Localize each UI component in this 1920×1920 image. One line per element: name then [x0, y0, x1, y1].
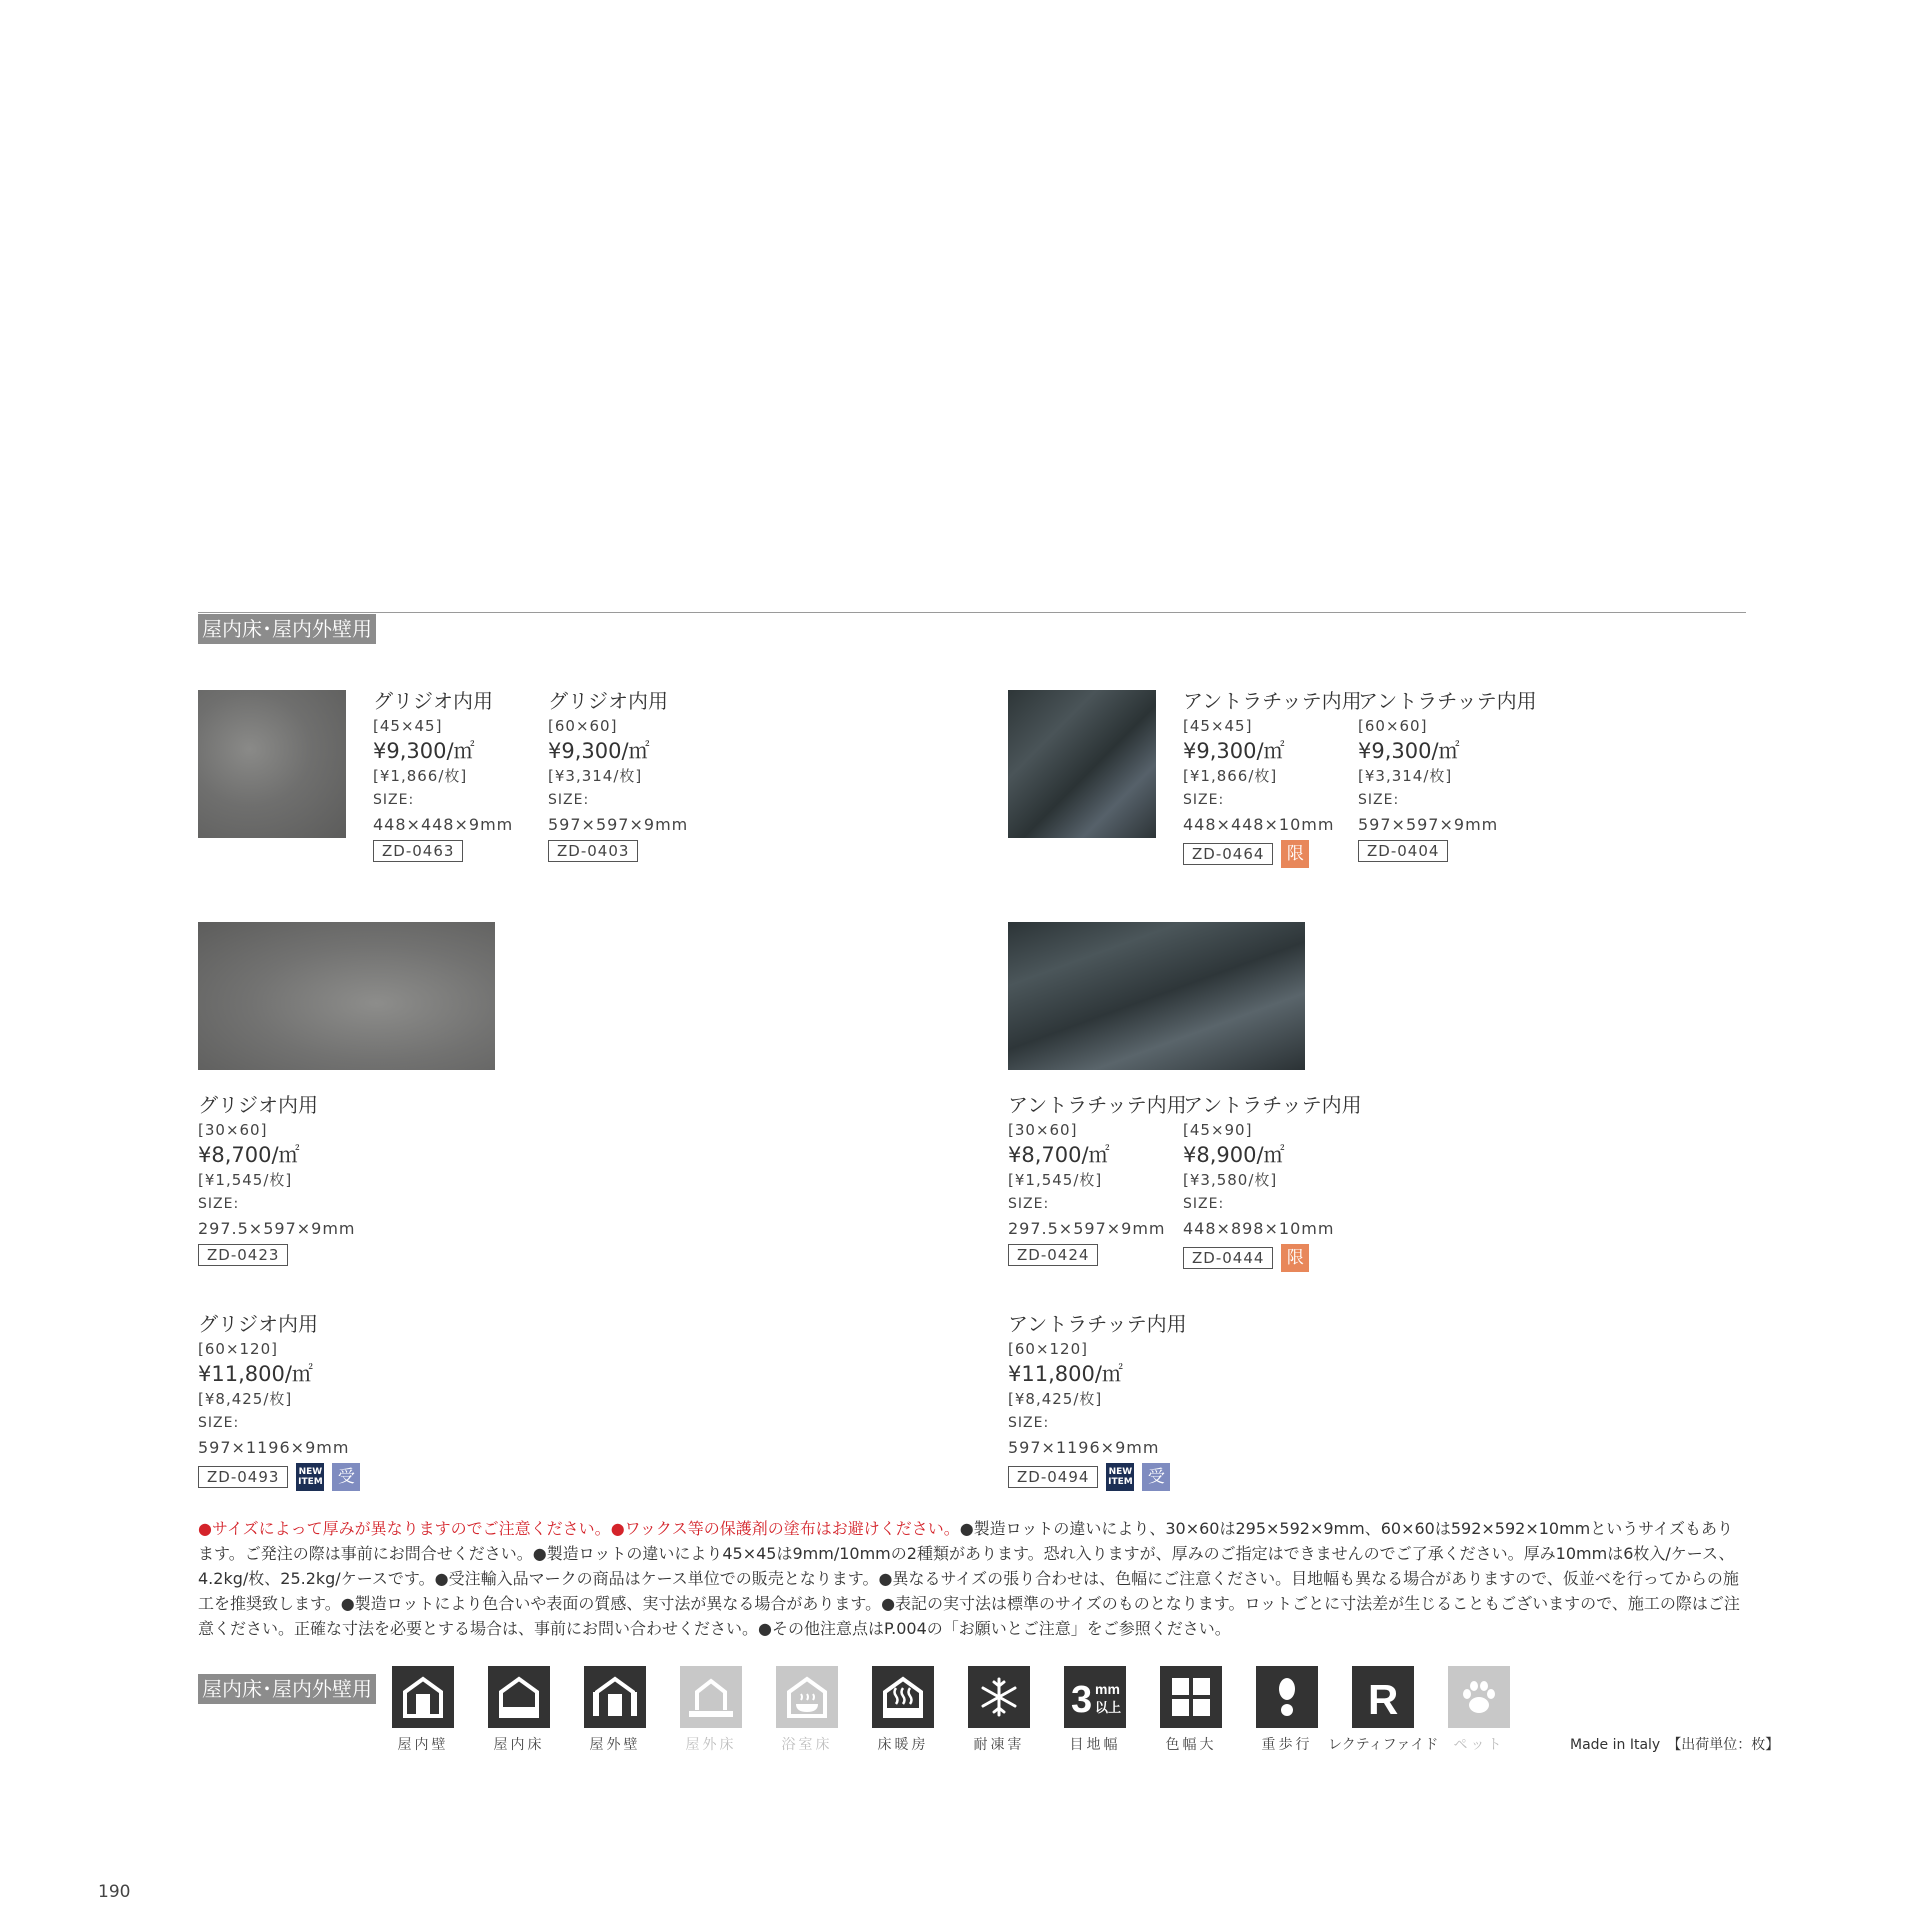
bathroom-floor-icon: [776, 1666, 838, 1728]
product-size: 597×597×9mm: [1358, 815, 1499, 834]
product-name: アントラチッテ内用: [1183, 1093, 1362, 1117]
icon-label-pet: ペット: [1453, 1737, 1505, 1753]
product-card: [1008, 1092, 1187, 1266]
icon-label-heavy-walking: 重歩行: [1261, 1737, 1313, 1753]
product-card: [198, 1311, 368, 1491]
icon-label-indoor-wall: 屋内壁: [397, 1737, 449, 1753]
product-code: ZD-0464: [1183, 843, 1273, 865]
icon-label-indoor-floor: 屋内床: [493, 1737, 545, 1753]
notes-paragraph: [198, 1516, 1746, 1641]
product-card: [548, 688, 718, 862]
product-price: ¥9,300/㎡: [1183, 739, 1285, 763]
product-name: グリジオ内用: [198, 1093, 318, 1117]
product-card: [373, 688, 543, 862]
size-label: SIZE:: [1008, 1415, 1050, 1431]
product-unit-price: [¥8,425/枚]: [1008, 1390, 1103, 1408]
frost-resistance-icon: [968, 1666, 1030, 1728]
product-size: 448×448×10mm: [1183, 815, 1335, 834]
note-red-1: ●サイズによって厚みが異なりますのでご注意ください。: [198, 1519, 611, 1538]
svg-text:3: 3: [1071, 1679, 1093, 1720]
product-size-class: [60×60]: [1358, 717, 1428, 735]
product-card: [1358, 688, 1537, 862]
size-label: SIZE:: [1183, 1196, 1225, 1212]
product-price: ¥11,800/㎡: [1008, 1362, 1123, 1386]
product-price: ¥8,700/㎡: [1008, 1143, 1110, 1167]
product-price: ¥9,300/㎡: [548, 739, 650, 763]
new-item-badge: NEW ITEM: [296, 1463, 324, 1491]
product-unit-price: [¥1,866/枚]: [373, 767, 468, 785]
limited-badge: 限: [1281, 840, 1309, 868]
product-size: 597×597×9mm: [548, 815, 689, 834]
product-card: [1183, 688, 1362, 868]
note-body: ●製造ロットの違いにより、30×60は295×592×9mm、60×60は592×592×10mmというサイズもあります。ご発注の際は事前にお問合せください。●製造ロットの違いにより45×45は9mm/10mmの2種類があります。恐れ入りますが、厚みのご指定はできませんのでご了承ください。厚み10mmは6枚入/ケース、4.2kg/枚、25.2kg/ケースです。●受注輸入品マークの商品はケース単位での販売となります。●異なるサイズの張り合わせは、色幅にご注意ください。目地幅も異なる場合がありますので、仮並べを行ってからの施工を推奨致します。●製造ロットにより色合いや表面の質感、実寸法が異なる場合があります。●表記の実寸法は標準のサイズのものとなります。ロットごとに寸法差が生じることもございますので、施工の際はご注意ください。正確な寸法を必要とする場合は、事前にお問い合わせください。●その他注意点はP.004の「お願いとご注意」をご参照ください。: [198, 1519, 1740, 1638]
icon-label-outdoor-wall: 屋外壁: [589, 1737, 641, 1753]
product-code: ZD-0493: [198, 1466, 288, 1488]
icon-label-outdoor-floor: 屋外床: [685, 1737, 737, 1753]
note-red-2: ●ワックス等の保護剤の塗布はお避けください。: [610, 1519, 960, 1538]
product-size: 597×1196×9mm: [1008, 1438, 1160, 1457]
order-import-badge: 受: [1142, 1463, 1170, 1491]
product-code: ZD-0463: [373, 840, 463, 862]
product-card: [198, 1092, 368, 1266]
product-unit-price: [¥1,866/枚]: [1183, 767, 1278, 785]
product-code: ZD-0423: [198, 1244, 288, 1266]
section-divider: [198, 612, 1746, 613]
size-label: SIZE:: [198, 1196, 240, 1212]
icon-label-color-variation: 色幅大: [1165, 1737, 1217, 1753]
size-label: SIZE:: [1008, 1196, 1050, 1212]
made-in-label: Made in Italy 【出荷単位：枚】: [1570, 1737, 1780, 1753]
product-unit-price: [¥3,314/枚]: [548, 767, 643, 785]
product-code: ZD-0444: [1183, 1247, 1273, 1269]
product-price: ¥8,700/㎡: [198, 1143, 300, 1167]
outdoor-wall-icon: [584, 1666, 646, 1728]
size-label: SIZE:: [373, 792, 415, 808]
product-name: グリジオ内用: [548, 689, 668, 713]
product-size: 297.5×597×9mm: [198, 1219, 356, 1238]
product-code: ZD-0404: [1358, 840, 1448, 862]
svg-text:R: R: [1368, 1676, 1399, 1720]
product-size: 597×1196×9mm: [198, 1438, 350, 1457]
product-name: グリジオ内用: [373, 689, 493, 713]
product-size-class: [30×60]: [1008, 1121, 1078, 1139]
product-size-class: [60×120]: [1008, 1340, 1088, 1358]
product-card: [1008, 1311, 1187, 1491]
product-code: ZD-0494: [1008, 1466, 1098, 1488]
icon-label-floor-heating: 床暖房: [877, 1737, 929, 1753]
new-item-badge: NEW ITEM: [1106, 1463, 1134, 1491]
product-size-class: [45×45]: [1183, 717, 1253, 735]
indoor-floor-icon: [488, 1666, 550, 1728]
product-unit-price: [¥3,314/枚]: [1358, 767, 1453, 785]
product-name: グリジオ内用: [198, 1312, 318, 1336]
outdoor-floor-icon: [680, 1666, 742, 1728]
grigio-swatch-square: [198, 690, 346, 838]
section-label: 屋内床･屋内外壁用: [198, 614, 376, 644]
product-size-class: [60×120]: [198, 1340, 278, 1358]
size-label: SIZE:: [548, 792, 590, 808]
product-price: ¥11,800/㎡: [198, 1362, 313, 1386]
icon-label-bathroom-floor: 浴室床: [781, 1737, 833, 1753]
product-size-class: [60×60]: [548, 717, 618, 735]
product-size: 448×448×9mm: [373, 815, 514, 834]
order-import-badge: 受: [332, 1463, 360, 1491]
product-name: アントラチッテ内用: [1183, 689, 1362, 713]
product-code: ZD-0403: [548, 840, 638, 862]
product-size: 297.5×597×9mm: [1008, 1219, 1166, 1238]
product-size: 448×898×10mm: [1183, 1219, 1335, 1238]
legend-label: 屋内床･屋内外壁用: [198, 1674, 376, 1704]
product-code: ZD-0424: [1008, 1244, 1098, 1266]
size-label: SIZE:: [1183, 792, 1225, 808]
product-size-class: [30×60]: [198, 1121, 268, 1139]
product-price: ¥9,300/㎡: [373, 739, 475, 763]
product-unit-price: [¥1,545/枚]: [198, 1171, 293, 1189]
size-label: SIZE:: [198, 1415, 240, 1431]
page-number: 190: [98, 1882, 131, 1902]
product-unit-price: [¥1,545/枚]: [1008, 1171, 1103, 1189]
svg-text:mm: mm: [1095, 1681, 1120, 1697]
svg-text:以上: 以上: [1095, 1701, 1122, 1716]
grigio-swatch-rect: [198, 922, 495, 1070]
pet-icon: [1448, 1666, 1510, 1728]
rectified-icon: [1352, 1666, 1414, 1728]
indoor-wall-icon: [392, 1666, 454, 1728]
icon-label-frost-resistance: 耐凍害: [973, 1737, 1025, 1753]
product-unit-price: [¥3,580/枚]: [1183, 1171, 1278, 1189]
heavy-walking-icon: [1256, 1666, 1318, 1728]
product-name: アントラチッテ内用: [1358, 689, 1537, 713]
product-price: ¥9,300/㎡: [1358, 739, 1460, 763]
anthracite-swatch-square: [1008, 690, 1156, 838]
icon-label-joint-width: 目地幅: [1069, 1737, 1121, 1753]
product-price: ¥8,900/㎡: [1183, 1143, 1285, 1167]
limited-badge: 限: [1281, 1244, 1309, 1272]
product-card: [1183, 1092, 1362, 1272]
size-label: SIZE:: [1358, 792, 1400, 808]
product-size-class: [45×90]: [1183, 1121, 1253, 1139]
product-unit-price: [¥8,425/枚]: [198, 1390, 293, 1408]
product-name: アントラチッテ内用: [1008, 1093, 1187, 1117]
product-name: アントラチッテ内用: [1008, 1312, 1187, 1336]
anthracite-swatch-rect: [1008, 922, 1305, 1070]
icon-label-rectified: レクティファイド: [1328, 1737, 1439, 1753]
floor-heating-icon: [872, 1666, 934, 1728]
joint-width-icon: [1064, 1666, 1126, 1728]
color-variation-icon: [1160, 1666, 1222, 1728]
product-size-class: [45×45]: [373, 717, 443, 735]
